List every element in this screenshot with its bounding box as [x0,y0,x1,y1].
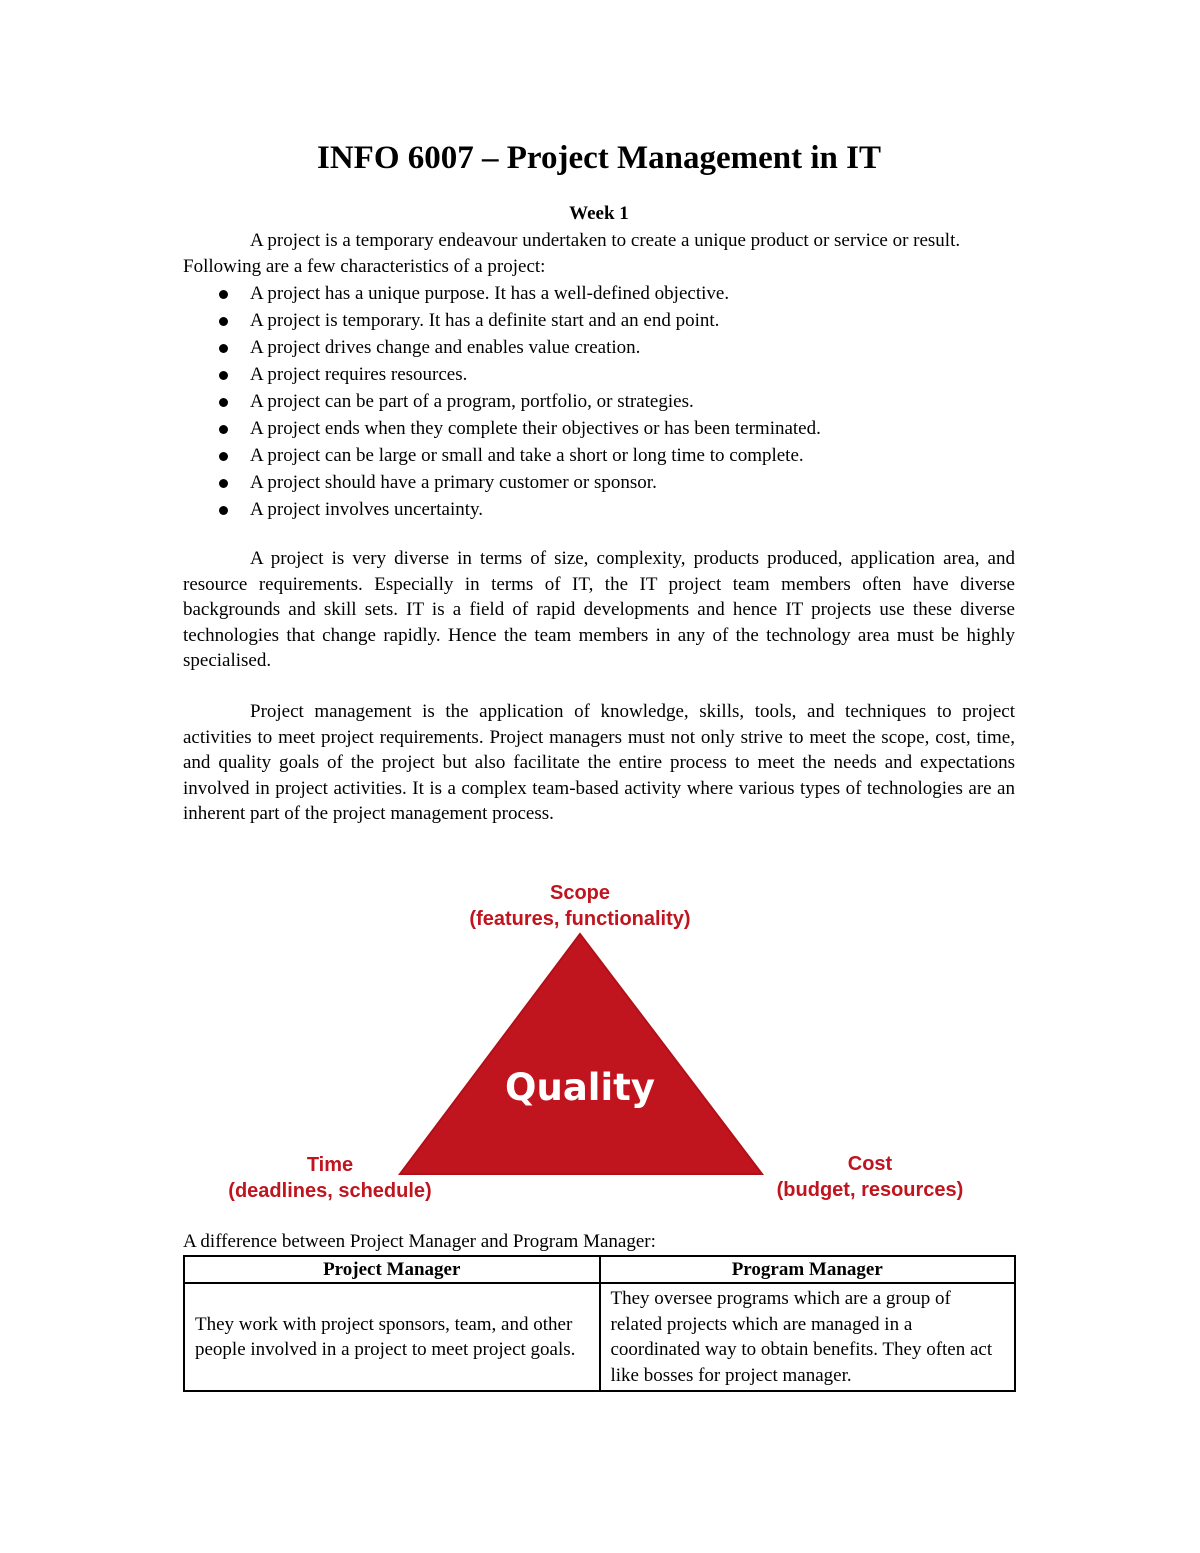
list-item [183,280,1015,307]
scope-title: Scope [549,882,611,904]
cost-subtitle: (budget, resources) [776,1179,964,1201]
scope-subtitle: (features, functionality) [469,908,691,930]
list-item-text: A project is temporary. It has a definite start and an end point. [250,310,720,331]
bullet-icon [219,452,228,461]
scope-label [450,880,710,932]
bullet-icon [219,317,228,326]
bullet-icon [219,425,228,434]
project-manager-cell: They work with project sponsors, team, and other people involved in a project to meet project goals. [184,1283,600,1391]
table-row [184,1283,1015,1391]
cost-label [765,1151,975,1203]
quality-label: Quality [505,1066,655,1109]
intro-text: A project is a temporary endeavour undertaken to create a unique product or service or result. Following are a few characteristics of a project: [183,230,961,277]
quality-triangle [400,934,762,1174]
time-label [210,1152,450,1204]
pm-definition-text: Project management is the application of knowledge, skills, tools, and techniques to project activities to meet project requirements. Project managers must not only strive to meet the scope, cost, time, and quality goals of the project but also facilitate the entire process to meet the needs and expectations involved in project activities. It is a complex team-based activity where various types of technologies are an inherent part of the project management process. [183,701,1015,824]
list-item-text: A project ends when they complete their objectives or has been terminated. [250,418,821,439]
comparison-table [183,1255,1016,1392]
column-header-program-manager: Program Manager [600,1256,1016,1283]
document-title: INFO 6007 – Project Management in IT [317,140,881,176]
triple-constraint-diagram [210,876,1000,1206]
table-header-row [184,1256,1015,1283]
list-item-text: A project drives change and enables value creation. [250,337,641,358]
program-manager-cell: They oversee programs which are a group of related projects which are managed in a coordinated way to obtain benefits. They often act like bosses for project manager. [600,1283,1016,1391]
bullet-icon [219,479,228,488]
bullet-icon [219,506,228,515]
diversity-paragraph [183,546,1015,674]
cost-title: Cost [847,1153,893,1175]
list-item-text: A project has a unique purpose. It has a well-defined objective. [250,283,730,304]
list-item [183,334,1015,361]
list-item [183,415,1015,442]
column-header-project-manager: Project Manager [184,1256,600,1283]
time-title: Time [306,1154,354,1176]
bullet-icon [219,344,228,353]
bullet-icon [219,290,228,299]
characteristics-list [183,280,1015,523]
list-item [183,361,1015,388]
list-item-text: A project should have a primary customer or sponsor. [250,472,657,493]
list-item [183,496,1015,523]
list-item [183,469,1015,496]
list-item-text: A project can be part of a program, portfolio, or strategies. [250,391,694,412]
pm-definition-paragraph [183,699,1015,827]
bullet-icon [219,371,228,380]
table-caption: A difference between Project Manager and Program Manager: [183,1231,656,1252]
time-subtitle: (deadlines, schedule) [228,1180,432,1202]
intro-paragraph [183,228,1015,279]
list-item-text: A project requires resources. [250,364,468,385]
list-item-text: A project involves uncertainty. [250,499,484,520]
section-heading: Week 1 [569,203,629,224]
diversity-text: A project is very diverse in terms of size, complexity, products produced, application area, and resource requirements. Especially in terms of IT, the IT project team members often have diverse backgrounds and skill sets. IT is a field of rapid developments and hence IT projects use these diverse technologies that change rapidly. Hence the team members in any of the technology area must be highly specialised. [183,548,1015,671]
list-item [183,307,1015,334]
list-item [183,442,1015,469]
bullet-icon [219,398,228,407]
list-item-text: A project can be large or small and take a short or long time to complete. [250,445,804,466]
list-item [183,388,1015,415]
